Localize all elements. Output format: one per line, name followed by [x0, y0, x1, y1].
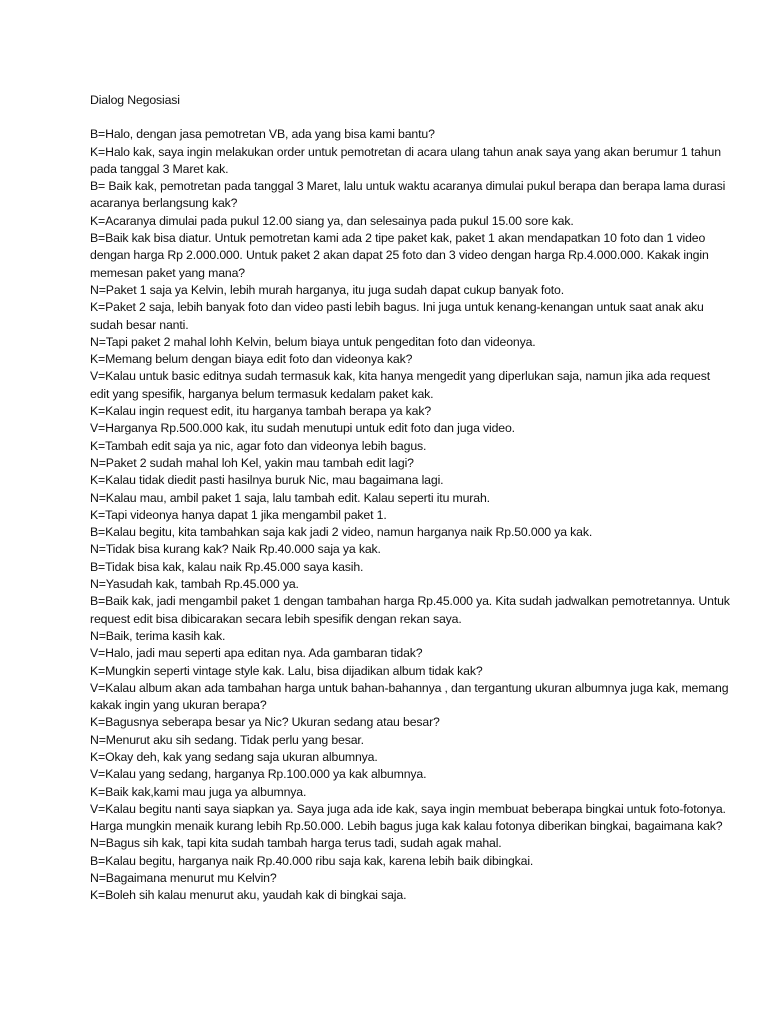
dialog-line: K=Okay deh, kak yang sedang saja ukuran albumnya.	[90, 749, 378, 764]
dialog-line: K=Kalau tidak diedit pasti hasilnya buruk Nic, mau bagaimana lagi.	[90, 473, 444, 488]
dialog-line: V=Kalau yang sedang, harganya Rp.100.000 ya kak albumnya.	[90, 767, 427, 782]
dialog-line: N=Yasudah kak, tambah Rp.45.000 ya.	[90, 577, 299, 592]
dialog-line: N=Kalau mau, ambil paket 1 saja, lalu tambah edit. Kalau seperti itu murah.	[90, 490, 490, 505]
dialog-line: B=Kalau begitu, kita tambahkan saja kak jadi 2 video, namun harganya naik Rp.50.000 ya kak.	[90, 525, 593, 540]
dialog-line: B=Tidak bisa kak, kalau naik Rp.45.000 saya kasih.	[90, 559, 364, 574]
dialog-line: V=Kalau untuk basic editnya sudah termasuk kak, kita hanya mengedit yang diperlukan saja, namun jika ada request edit yang spesifik, harganya belum termasuk kedalam paket kak.	[90, 369, 710, 401]
dialog-line: N=Tidak bisa kurang kak? Naik Rp.40.000 saja ya kak.	[90, 542, 381, 557]
dialog-line: N=Menurut aku sih sedang. Tidak perlu yang besar.	[90, 732, 364, 747]
document-body	[90, 92, 730, 905]
dialog-line: N=Baik, terima kasih kak.	[90, 628, 226, 643]
dialog-line: K=Boleh sih kalau menurut aku, yaudah kak di bingkai saja.	[90, 888, 407, 903]
document-title: Dialog Negosiasi	[90, 93, 180, 107]
dialog-line: K=Kalau ingin request edit, itu harganya tambah berapa ya kak?	[90, 404, 432, 419]
dialog-line: N=Bagaimana menurut mu Kelvin?	[90, 871, 277, 886]
dialog-line: K=Baik kak,kami mau juga ya albumnya.	[90, 784, 307, 799]
dialog-line: B=Baik kak bisa diatur. Untuk pemotretan kami ada 2 tipe paket kak, paket 1 akan mendapatkan 10 foto dan 1 video dengan harga Rp 2.000.000. Untuk paket 2 akan dapat 25 foto dan 3 video dengan harga Rp.4.000.000. Kakak ingin memesan paket yang mana?	[90, 231, 709, 280]
dialog-line: N=Paket 1 saja ya Kelvin, lebih murah harganya, itu juga sudah dapat cukup banyak foto.	[90, 282, 565, 297]
dialog-line: K=Mungkin seperti vintage style kak. Lalu, bisa dijadikan album tidak kak?	[90, 663, 483, 678]
dialog-line: V=Harganya Rp.500.000 kak, itu sudah menutupi untuk edit foto dan juga video.	[90, 421, 515, 436]
dialog-line: K=Bagusnya seberapa besar ya Nic? Ukuran sedang atau besar?	[90, 715, 440, 730]
dialog-line: V=Kalau begitu nanti saya siapkan ya. Saya juga ada ide kak, saya ingin membuat beberapa bingkai untuk foto-fotonya. Harga mungkin menaik kurang lebih Rp.50.000. Lebih bagus juga kak kalau fotonya diberikan bingkai, bagaimana kak?	[90, 801, 726, 834]
dialog-line: K=Paket 2 saja, lebih banyak foto dan video pasti lebih bagus. Ini juga untuk kenang-kenangan untuk saat anak aku sudah besar nanti.	[90, 300, 704, 332]
dialog-line: N=Bagus sih kak, tapi kita sudah tambah harga terus tadi, sudah agak mahal.	[90, 836, 502, 851]
dialog-line: K=Acaranya dimulai pada pukul 12.00 siang ya, dan selesainya pada pukul 15.00 sore kak.	[90, 213, 574, 228]
dialog-line: B=Baik kak, jadi mengambil paket 1 dengan tambahan harga Rp.45.000 ya. Kita sudah jadwalkan pemotretannya. Untuk request edit bisa dibicarakan secara lebih spesifik dengan rekan saya.	[90, 594, 730, 626]
dialog-line: K=Tambah edit saja ya nic, agar foto dan videonya lebih bagus.	[90, 438, 427, 453]
dialog-line: B=Kalau begitu, harganya naik Rp.40.000 ribu saja kak, karena lebih baik dibingkai.	[90, 853, 534, 868]
dialog-line: B= Baik kak, pemotretan pada tanggal 3 Maret, lalu untuk waktu acaranya dimulai pukul berapa dan berapa lama durasi acaranya berlangsung kak?	[90, 179, 726, 211]
dialog-line: K=Memang belum dengan biaya edit foto dan videonya kak?	[90, 352, 413, 367]
dialog-line: N=Paket 2 sudah mahal loh Kel, yakin mau tambah edit lagi?	[90, 455, 414, 470]
dialog-line: V=Kalau album akan ada tambahan harga untuk bahan-bahannya , dan tergantung ukuran albumnya juga kak, memang kakak ingin yang ukuran berapa?	[90, 680, 729, 713]
dialog-line: K=Halo kak, saya ingin melakukan order untuk pemotretan di acara ulang tahun anak saya yang akan berumur 1 tahun pada tanggal 3 Maret kak.	[90, 144, 721, 176]
dialog-line: N=Tapi paket 2 mahal lohh Kelvin, belum biaya untuk pengeditan foto dan videonya.	[90, 334, 536, 349]
dialog-line: K=Tapi videonya hanya dapat 1 jika mengambil paket 1.	[90, 507, 387, 522]
dialog-line: V=Halo, jadi mau seperti apa editan nya. Ada gambaran tidak?	[90, 646, 423, 661]
dialog-line: B=Halo, dengan jasa pemotretan VB, ada yang bisa kami bantu?	[90, 127, 435, 142]
